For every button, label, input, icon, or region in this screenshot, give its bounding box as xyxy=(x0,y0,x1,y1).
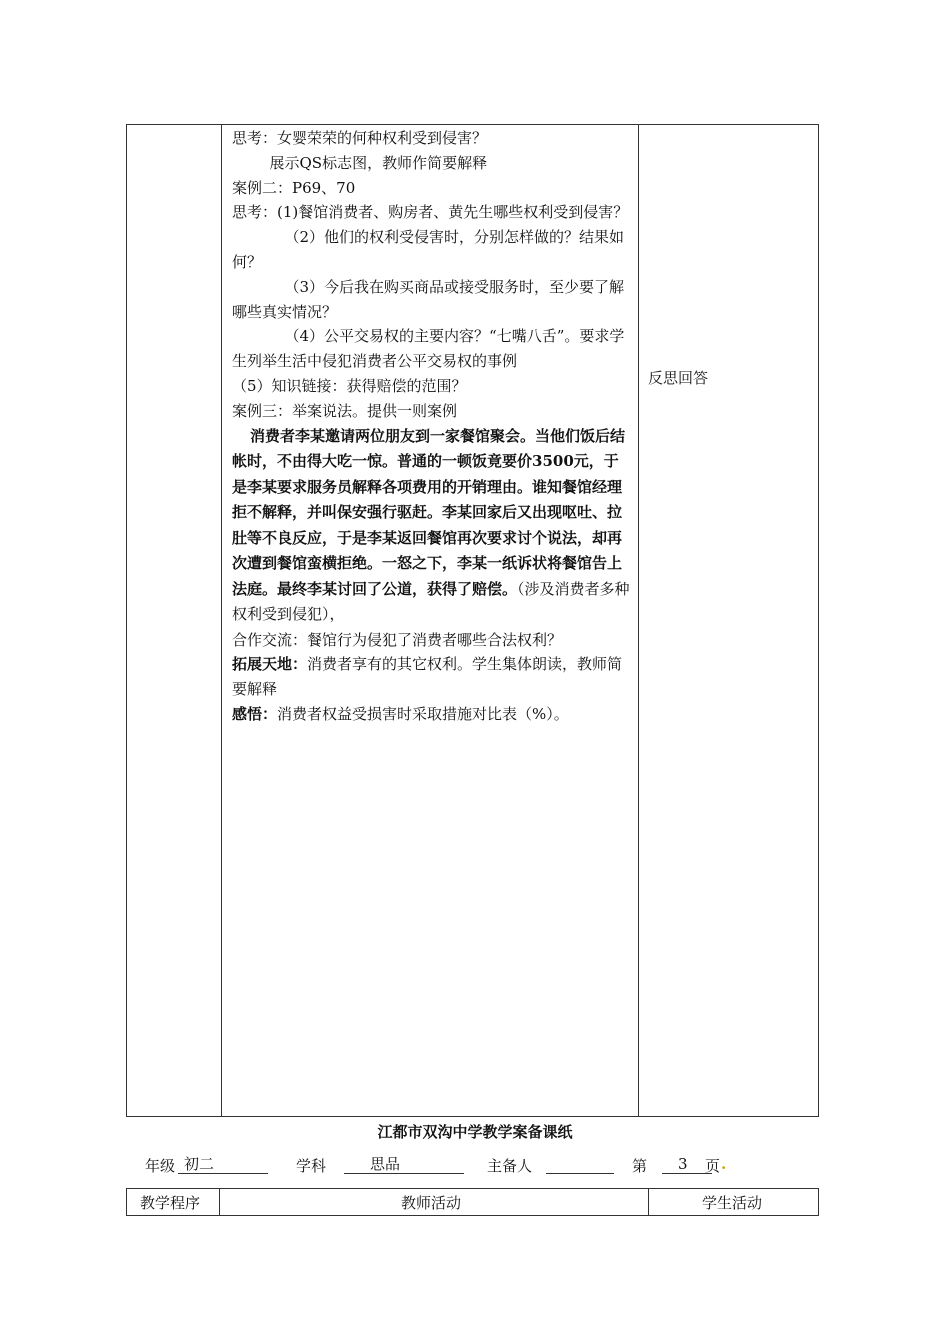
author-value xyxy=(546,1155,614,1174)
subject-label: 学科 xyxy=(296,1157,327,1175)
header-teacher-activity: 教师活动 xyxy=(401,1194,462,1212)
header-student-activity: 学生活动 xyxy=(702,1194,763,1212)
author-field xyxy=(546,1155,614,1178)
subject-field xyxy=(344,1155,464,1174)
page-number: 3 xyxy=(662,1155,712,1174)
expand-label: 拓展天地： xyxy=(232,655,308,674)
feel-label: 感悟： xyxy=(232,704,278,723)
header-divider-2 xyxy=(648,1189,649,1215)
document-title: 江都市双沟中学教学案备课纸 xyxy=(377,1123,573,1141)
line-qs: 展示QS标志图，教师作简要解释 xyxy=(269,153,488,172)
header-divider-1 xyxy=(219,1189,220,1215)
line-think1: 思考：(1)餐馆消费者、购房者、黄先生哪些权利受到侵害？ xyxy=(232,203,629,222)
line-case3: 案例三：举案说法。提供一则案例 xyxy=(232,401,458,420)
line-think2: （2）他们的权利受侵害时，分别怎样做的？结果如何？ xyxy=(232,228,625,271)
line-q1: 思考：女婴荣荣的何种权利受到侵害？ xyxy=(232,129,488,147)
case-note: （涉及消费者多种权利受到侵犯）， xyxy=(232,579,630,624)
feel-text: 消费者权益受损害时采取措施对比表（%）。 xyxy=(277,704,569,723)
student-activity-text: 反思回答 xyxy=(648,369,709,387)
page-prefix: 第 xyxy=(632,1157,648,1175)
grade-label: 年级 xyxy=(145,1157,176,1175)
page-suffix: 页 xyxy=(705,1157,721,1175)
case-paragraph xyxy=(232,424,632,628)
page-dot: . xyxy=(721,1155,727,1173)
header-procedure: 教学程序 xyxy=(140,1194,201,1212)
column-divider-2 xyxy=(638,125,639,1116)
case-bold-text: 消费者李某邀请两位朋友到一家餐馆聚会。当他们饭后结帐时，不由得大吃一惊。普通的一顿饭竟要价3500元，于是李某要求服务员解释各项费用的开销理由。谁知餐馆经理拒不解释，并叫保安强行驱赶。李某回家后又出现呕吐、拉肚等不良反应，于是李某返回餐馆再次要求讨个说法，却再次遭到餐馆蛮横拒绝。一怒之下，李某一纸诉状将餐馆告上法庭。最终李某讨回了公道，获得了赔偿。 xyxy=(232,426,626,598)
grade-field xyxy=(178,1155,268,1174)
line-think3: （3）今后我在购买商品或接受服务时，至少要了解哪些真实情况？ xyxy=(232,277,625,321)
line-cooperate: 合作交流：餐馆行为侵犯了消费者哪些合法权利？ xyxy=(232,630,563,649)
expand-text: 消费者享有的其它权利。学生集体朗读，教师简要解释 xyxy=(232,655,623,699)
line-expand xyxy=(232,652,632,702)
teacher-activity-cell xyxy=(232,126,632,727)
line-think5: （5）知识链接：获得赔偿的范围？ xyxy=(232,376,467,395)
grade-value: 初二 xyxy=(178,1155,268,1174)
line-think4: （4）公平交易权的主要内容？“七嘴八舌”。要求学生列举生活中侵犯消费者公平交易权的事例 xyxy=(232,327,625,371)
column-divider-1 xyxy=(221,125,222,1116)
line-feel xyxy=(232,702,632,727)
author-label: 主备人 xyxy=(487,1157,533,1175)
subject-value: 思品 xyxy=(344,1155,464,1174)
line-case2: 案例二：P69、70 xyxy=(232,178,356,197)
